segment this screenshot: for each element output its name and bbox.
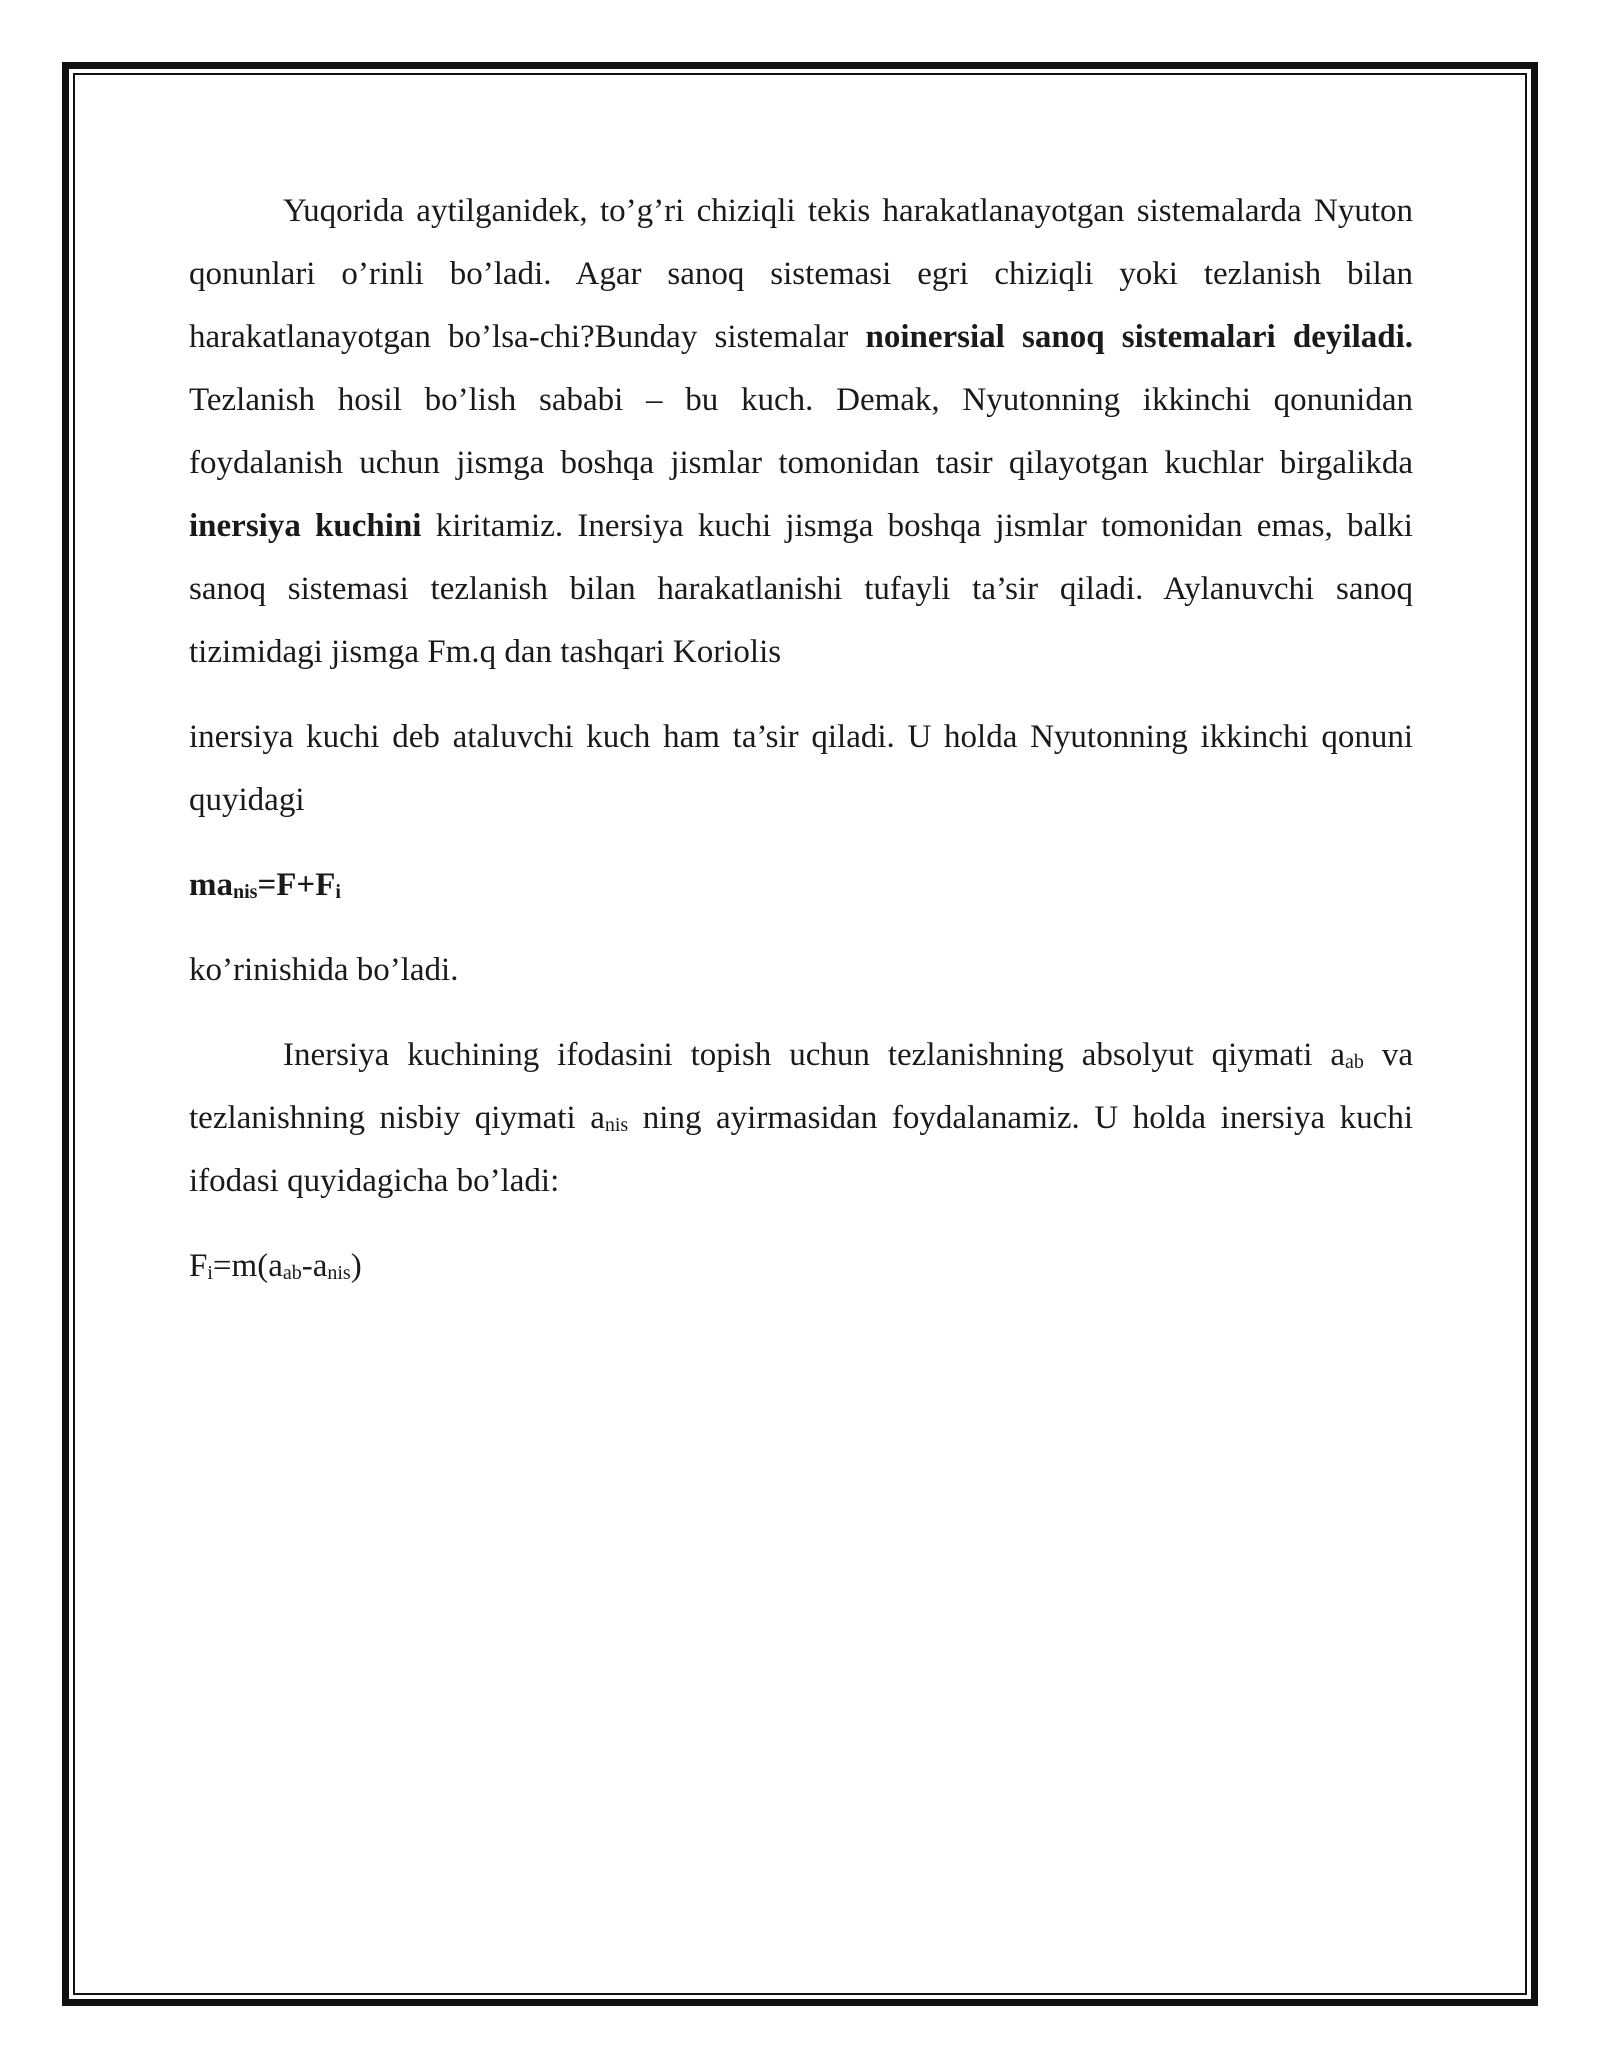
term-noninertial-systems: noinersial sanoq sistemalari deyiladi. [865, 319, 1414, 355]
equation-newton-second-law: manis=F+Fi [189, 867, 341, 903]
paragraph-form-statement: ko’rinishida bo’ladi. [189, 952, 459, 988]
term-inertia-force: inersiya kuchini [189, 508, 422, 544]
page-content [189, 180, 1413, 1298]
paragraph-coriolis: inersiya kuchi deb ataluvchi kuch ham ta’sir qiladi. U holda Nyutonning ikkinchi qonuni quyidagi [189, 719, 1413, 818]
paragraph-inertia-expression: Inersiya kuchining ifodasini topish uchun tezlanishning absolyut qiymati aab va tezlanishning nisbiy qiymati anis ning ayirmasidan foydalanamiz. U holda inersiya kuchi ifodasi quyidagicha bo’ladi: [189, 1037, 1413, 1199]
equation-inertia-force: Fi=m(aab-anis) [189, 1248, 362, 1284]
paragraph-noninertial-intro: Yuqorida aytilganidek, to’g’ri chiziqli tekis harakatlanayotgan sistemalarda Nyuton qonunlari o’rinli bo’ladi. Agar sanoq sistemasi egri chiziqli yoki tezlanish bilan harakatlanayotgan bo’lsa-chi?Bunday sistemalar noinersial sanoq sistemalari deyiladi. Tezlanish hosil bo’lish sababi – bu kuch. Demak, Nyutonning ikkinchi qonunidan foydalanish uchun jismga boshqa jismlar tomonidan tasir qilayotgan kuchlar birgalikda inersiya kuchini kiritamiz. Inersiya kuchi jismga boshqa jismlar tomonidan emas, balki sanoq sistemasi tezlanish bilan harakatlanishi tufayli ta’sir qiladi. Aylanuvchi sanoq tizimidagi jismga Fm.q dan tashqari Koriolis [189, 193, 1414, 670]
